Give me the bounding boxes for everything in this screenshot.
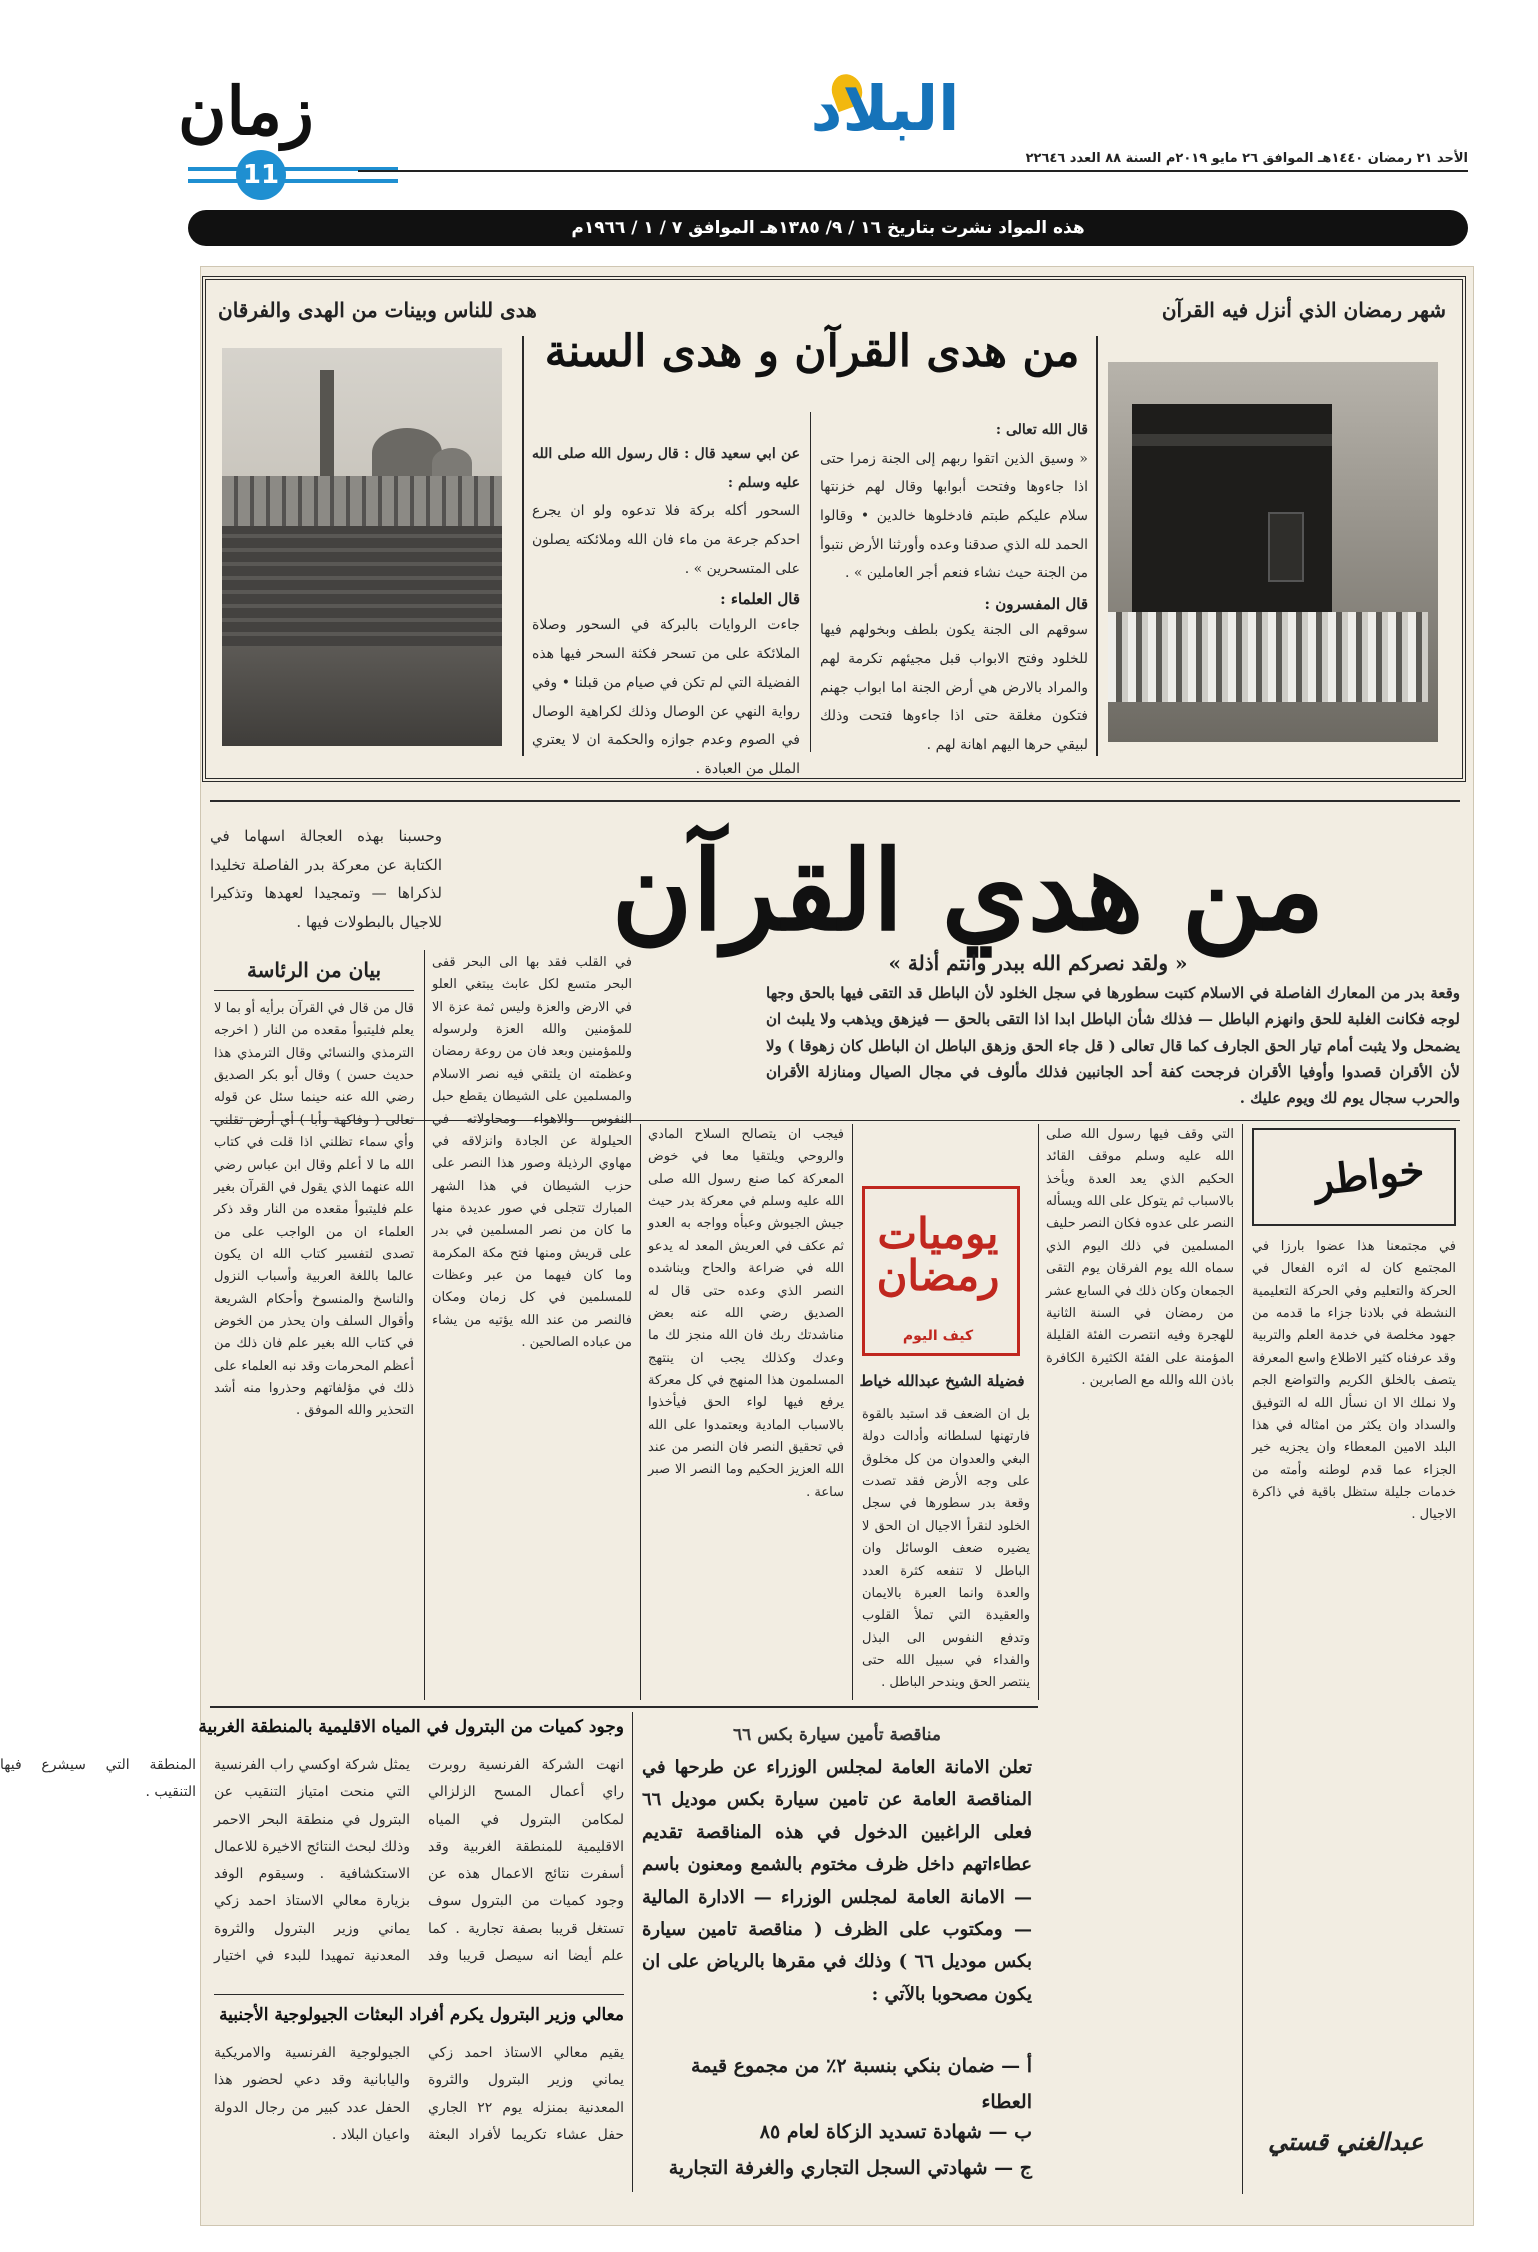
thoughts-box <box>1252 1128 1456 1226</box>
prophet-mosque-photo <box>222 348 502 746</box>
quran-intro: قال الله تعالى : <box>995 422 1088 438</box>
middle-side-note: وحسبنا بهذه العجالة اسهاما في الكتابة عن معركة بدر الفاصلة تخليدا لذكراها — وتمجيدا لعهدها وتذكيرا للاجيال بالبطولات فيها . <box>210 827 442 931</box>
issue-date-line: الأحد ٢١ رمضان ١٤٤٠هـ الموافق ٢٦ مايو ٢٠١٩م السنة ٨٨ العدد ٢٢٦٤٦ <box>1025 151 1468 166</box>
presidency-heading: بيان من الرئاسة <box>246 958 382 982</box>
col-rule-4 <box>1038 1124 1039 1700</box>
pilgrims-crowd <box>1108 612 1428 702</box>
bottom-news-divider <box>214 1994 624 1995</box>
main-article-intro: وقعة بدر من المعارك الفاصلة في الاسلام كتبت سطورها في سجل الخلود لأن الباطل قد التقى فيها بالحق وجها لوجه فكانت الغلبة للحق وانهزم الباطل — فذلك شأن الباطل ابدا اذا التقى بالحق — فيزهق ويذهب ولا يلبث ان يضمحل ولا يثبت أمام تيار الحق الجارف كما قال تعالى ( قل جاء الحق وزهق الباطل ان الباطل كان زهوقا ) ولا لأن الأقران قصدوا وأوفيا الأقران فرجحت كفة أحد الجانبين فذلك مألوف في مجال الصيال ومنازلة الأقران والحرب سجال يوم لك ويوم عليك . <box>766 984 1460 1107</box>
petroleum-news-heading: وجود كميات من البترول في المياه الاقليمية بالمنطقة الغربية <box>198 1717 624 1737</box>
verse-left-heading: هدى للناس وبينات من الهدى والفرقان <box>218 298 537 322</box>
kaaba-photo <box>1108 362 1438 742</box>
kaaba-band <box>1132 434 1332 446</box>
top-box-rule-mid <box>810 412 811 752</box>
quran-verse-text: « وسيق الذين اتقوا ربهم إلى الجنة زمرا حتى اذا جاءوها وفتحت أبوابها وقال لهم خزنتها سلام عليكم طبتم فادخلوها خالدين • وقالوا الحمد لله الذي صدقنا وعده وأورثنا الأرض نتبوأ من الجنة حيث نشاء فنعم أجر العاملين » . <box>820 450 1088 582</box>
col-rule-2 <box>640 1124 641 1700</box>
tender-item-c: ج — شهادتي السجل التجاري والغرفة التجارية <box>668 2157 1032 2179</box>
middle-top-rule <box>210 800 1460 802</box>
main-article-subtitle: « ولقد نصركم الله ببدر وانتم أذلة » <box>888 951 1188 975</box>
verse-right-heading: شهر رمضان الذي أنزل فيه القرآن <box>1161 298 1446 322</box>
main-article-title: من هدي القرآن <box>611 826 1325 955</box>
ulama-text: جاءت الروايات بالبركة في السحور وصلاة الملائكة على من تسحر فكثة السحر فيها هذه الفضيلة التي لم تكن في صيام من قبلنا • وفي رواية النهي عن الوصال وذلك لكراهية الوصال في الصوم وعدم جوازه والحكمة ان لا يعتري الملل من العبادة . <box>532 617 800 777</box>
page-number-badge: 11 <box>236 150 286 200</box>
minister-news-text: يقيم معالي الاستاذ احمد زكي يماني وزير البترول والثروة المعدنية بمنزله يوم ٢٢ الجاري حفل عشاء تكريما لأفراد البعثة الجيولوجية الفرنسية والامريكية واليابانية وقد دعي لحضور هذا الحفل عدد كبير من رجال الدولة واعيان البلاد . <box>214 2045 624 2143</box>
mosque-roof <box>222 476 502 526</box>
hadith-text: السحور أكله بركة فلا تدعوه ولو ان يجرع احدكم جرعة من ماء فان الله وملائكته يصلون على المتسحرين » . <box>532 503 800 577</box>
minaret <box>320 370 334 490</box>
ramadan-diary-box <box>862 1186 1020 1356</box>
mufassirun-heading: قال المفسرون : <box>984 595 1088 614</box>
tender-item-a: أ — ضمان بنكي بنسبة ٢٪ من مجموع قيمة العطاء <box>691 2055 1032 2114</box>
ramadan-diary-title: يوميات رمضان <box>876 1209 1000 1300</box>
mosque-court <box>222 526 502 646</box>
date-divider <box>358 170 1468 172</box>
tender-body: تعلن الامانة العامة لمجلس الوزراء عن طرحها في المناقصة العامة عن تامين سيارة بكس موديل ٦٦ فعلى الراغبين الدخول في هذه المناقصة تقديم عطاءاتهم داخل ظرف مختوم بالشمع ومعنون باسم — الامانة العامة لمجلس الوزراء — الادارة المالية — ومكتوب على الظرف ( مناقصة تامين سيارة بكس موديل ٦٦ ) وذلك في مقرها بالرياض على ان يكون مصحوبا بالآتي : <box>642 1757 1032 2005</box>
sheikh-byline: فضيلة الشيخ عبدالله خياط <box>859 1372 1025 1390</box>
author-signature: عبدالغني قستي <box>1268 2127 1424 2156</box>
ramadan-diary-sub: كيف اليوم <box>902 1328 974 1344</box>
bottom-top-rule <box>210 1706 1038 1708</box>
presidency-text: قال من قال في القرآن برأيه أو بما لا يعلم فليتبوأ مقعده من النار ( اخرجه الترمذي والنسائي وقال الترمذي هذا حديث حسن ) وقال أبو بكر الصديق رضي الله عنه حينما سئل عن قوله تعالى ( وفاكهة وأبا ) أي أرض تقلني وأي سماء تظلني اذا قلت في كتاب الله ما لا أعلم وقال ابن عباس رضي الله عنهما الذي يقول في القرآن بغير علم فليتبوأ مقعده من النار وقد ذكر العلماء ان من الواجب على من تصدى لتفسير كتاب الله ان يكون عالما باللغة العربية وأسباب النزول والناسخ والمنسوخ وأحكام الشريعة وأقوال السلف وان يحذر من الخوض في كتاب الله بغير علم فان ذلك من أعظم المحرمات وقد نبه العلماء على ذلك في مؤلفاتهم وحذروا منه أشد التحذير والله الموفق . <box>214 1001 414 1419</box>
kaaba-door <box>1268 512 1304 582</box>
section-title: زمان <box>178 72 314 150</box>
logo-text: البلاد <box>810 72 960 145</box>
col-rule-1 <box>424 950 425 1700</box>
presidency-underline <box>214 990 414 991</box>
petroleum-news-text: انهت الشركة الفرنسية روبرت راي أعمال المسح الزلزالي لمكامن البترول في المياه الاقليمية للمنطقة الغربية وقد أسفرت نتائج الاعمال هذه عن وجود كميات من البترول سوف تستغل قريبا بصفة تجارية . كما علم أيضا انه سيصل قريبا وفد يمثل شركة اوكسي راب الفرنسية التي منحت امتياز التنقيب عن البترول في منطقة البحر الاحمر وذلك لبحث النتائج الاخيرة للاعمال الاستكشافية . وسيقوم الوفد بزيارة معالي الاستاذ احمد زكي يماني وزير البترول والثروة المعدنية تمهيدا للبدء في اختيار المنطقة التي سيشرع فيها التنقيب . <box>0 1757 624 1965</box>
article-column-6: في مجتمعنا هذا عضوا بارزا في المجتمع كان له اثره الفعال في الحركة والتعليم وفي الحركة التعليمية النشطة في بلادنا جزاء ما قدمه من جهود مخلصة في خدمة العلم والتربية وقد عرفناه كثير الاطلاع واسع المعرفة يتصف بالخلق الكريم والتواضع الجم ولا نملك الا ان نسأل الله له التوفيق والسداد وان يكثر من امثاله في هذا البلد الامين المعطاء وان يجزيه خير الجزاء عما قدم لوطنه وأمته من خدمات جليلة ستظل باقية في ذاكرة الاجيال . <box>1252 1239 1456 1523</box>
hadith-intro: عن ابي سعيد قال : قال رسول الله صلى الله عليه وسلم : <box>532 446 800 491</box>
minister-news-heading: معالي وزير البترول يكرم أفراد البعثات الجيولوجية الأجنبية <box>219 2005 624 2025</box>
mufassirun-text: سوقهم الى الجنة يكون بلطف وبخولهم فيها للخلود وفتح الابواب قبل مجيئهم تكرمة لهم والمراد بالارض هي أرض الجنة اما ابواب جهنم فتكون مغلقة حتى اذا جاءوها فتحت وذلك لبيقي حرها اليهم اهانة لهم . <box>820 622 1088 753</box>
top-box-rule-right <box>1096 336 1098 756</box>
hadith-column <box>532 440 800 777</box>
ulama-heading: قال العلماء : <box>720 590 800 609</box>
small-dome <box>432 448 472 478</box>
archive-note-bar: هذه المواد نشرت بتاريخ ١٦ / ٩/ ١٣٨٥هـ الموافق ٧ / ١ / ١٩٦٦م <box>188 210 1468 246</box>
col-rule-5 <box>1242 1124 1243 2194</box>
bottom-col-rule <box>632 1712 633 2192</box>
top-box-rule-left <box>522 336 524 756</box>
article-column-4: بل ان الضعف قد استبد بالقوة فارتهنها لسلطانه وأدالت دولة البغي والعدوان من كل مخلوق على وجه الأرض فقد تصدت وقعة بدر سطورها في سجل الخلود لنقرأ الاجيال ان الحق لا يضيره ضعف الوسائل وان الباطل لا تنفعه كثرة العدد والعدة وانما العبرة بالايمان والعقيدة التي تملأ القلوب وتدفع النفوس الى البذل والفداء في سبيل الله حتى ينتصر الحق ويندحر الباطل . <box>862 1407 1030 1691</box>
thoughts-title: خواطر <box>1311 1146 1427 1205</box>
col-rule-3 <box>852 1124 853 1700</box>
newspaper-logo[interactable] <box>810 74 960 164</box>
article-column-3: فيجب ان يتصالح السلاح المادي والروحي ويلتقيا معا في خوض المعركة كما صنع رسول الله صلى الله عليه وسلم في معركة بدر حيث جيش الجيوش وعبأه وواجه به العدو ثم عكف في العريش المعد له يدعو الله في ضراعة والحاح ويناشده النصر الذي وعده حتى قال له الصديق رضي الله عنه بعض مناشدتك ربك فان الله منجز لك ما وعدك وكذلك يجب ان ينتهج المسلمون هذا المنهج في كل معركة يرفع فيها لواء الحق فيأخذوا بالاسباب المادية ويعتمدوا على الله في تحقيق النصر فان النصر من عند الله العزيز الحكيم وما النصر الا صبر ساعة . <box>648 1127 844 1500</box>
top-box-title: من هدى القرآن و هدى السنة <box>544 326 1080 377</box>
article-column-5: التي وقف فيها رسول الله صلى الله عليه وسلم موقف القائد الحكيم الذي يعد العدة ويأخذ بالاسباب ثم يتوكل على الله ويسأله النصر على عدوه فكان النصر حليف المسلمين في ذلك اليوم الذي سماه الله يوم الفرقان يوم التقى الجمعان وكان ذلك في السابع عشر من رمضان في السنة الثانية للهجرة وفيه انتصرت الفئة القليلة المؤمنة على الفئة الكثيرة الكافرة باذن الله والله مع الصابرين . <box>1046 1127 1234 1388</box>
tender-item-b: ب — شهادة تسديد الزكاة لعام ٨٥ <box>759 2121 1032 2143</box>
article-column-2: في القلب فقد بها الى البحر قفى البحر متسع لكل عابث يبتغي العلو في الارض والعزة وليس ثمة عزة الا للمؤمنين والله العزة ولرسوله وللمؤمنين وبعد فان من روعة رمضان وعظمته ان يلتقي فيه نصر الاسلام والمسلمين على الشيطان يقطع حبل النفوس والاهواء ومحاولاته في الحيلولة عن الجادة وانزلاقه في مهاوي الرذيلة وصور هذا النصر على حزب الشيطان في هذا الشهر المبارك تتجلى في صور عديدة منها ما كان من نصر المسلمين في بدر على قريش ومنها فتح مكة المكرمة وما كان فيهما من عبر وعظات للمسلمين في كل زمان ومكان فالنصر من عند الله يؤتيه من يشاء من عباده الصالحين . <box>432 955 632 1351</box>
quran-column <box>820 416 1088 756</box>
tender-title: مناقصة تأمين سيارة بكس ٦٦ <box>733 1725 941 1745</box>
